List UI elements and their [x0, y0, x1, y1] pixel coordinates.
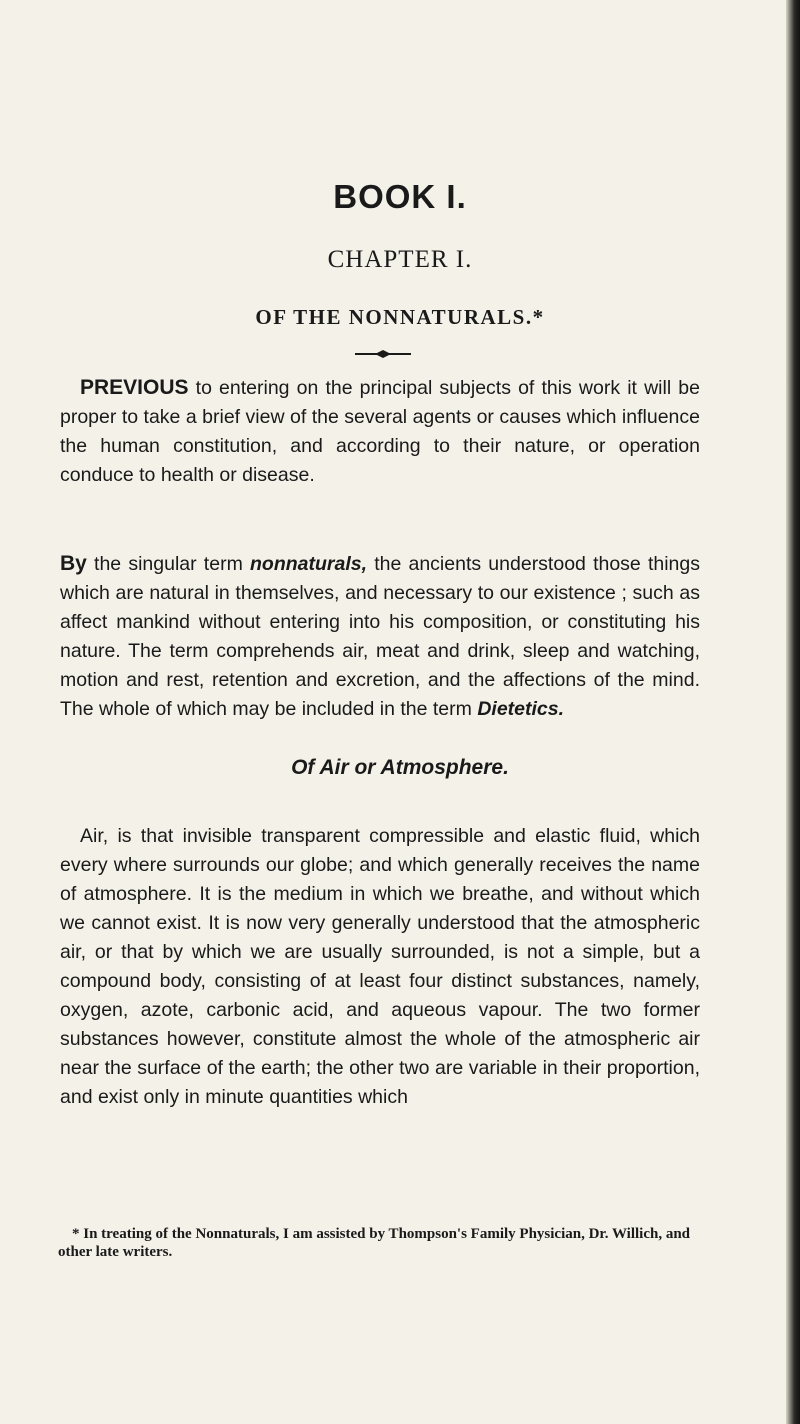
term-nonnaturals: nonnaturals, [250, 553, 368, 575]
nonnaturals-paragraph [60, 549, 700, 724]
chapter-title: CHAPTER I. [327, 246, 473, 273]
nonnaturals-lead-word: By [60, 552, 87, 575]
section-title: OF THE NONNATURALS.* [255, 305, 545, 329]
intro-paragraph-text: to entering on the principal subjects of this work it will be proper to take a brief view of the several agents or causes which influence the human constitution, and according to their nature, or operation conduce to health or disease. [60, 377, 700, 486]
footnote: * In treating of the Nonnaturals, I am assisted by Thompson's Family Physician, Dr. Willich, and other late writers. [58, 1226, 691, 1260]
subheading-air: Of Air or Atmosphere. [291, 756, 509, 779]
ornament-rule-icon [355, 350, 411, 358]
nonnaturals-text-a: the singular term [86, 553, 250, 575]
nonnaturals-text-b: the ancients understood those things which are natural in themselves, and necessary to our existence ; such as affect mankind without entering into his composition, or constituting his nature. The term comprehends air, meat and drink, sleep and watching, motion and rest, retention and excretion, and the affections of the mind. The whole of which may be included in the term [60, 553, 700, 720]
term-dietetics: Dietetics. [477, 698, 565, 720]
book-title: BOOK I. [333, 178, 467, 215]
intro-paragraph [60, 373, 700, 490]
intro-lead-word: PREVIOUS [80, 376, 189, 399]
air-paragraph: Air, is that invisible transparent compressible and elastic fluid, which every where surrounds our globe; and which generally receives the name of atmosphere. It is the medium in which we breathe, and without which we cannot exist. It is now very generally understood that the atmospheric air, or that by which we are usually surrounded, is not a simple, but a compound body, consisting of at least four distinct substances, namely, oxygen, azote, carbonic acid, and aqueous vapour. The two former substances however, constitute almost the whole of the atmospheric air near the surface of the earth; the other two are variable in their proportion, and exist only in minute quantities which [60, 825, 700, 1108]
